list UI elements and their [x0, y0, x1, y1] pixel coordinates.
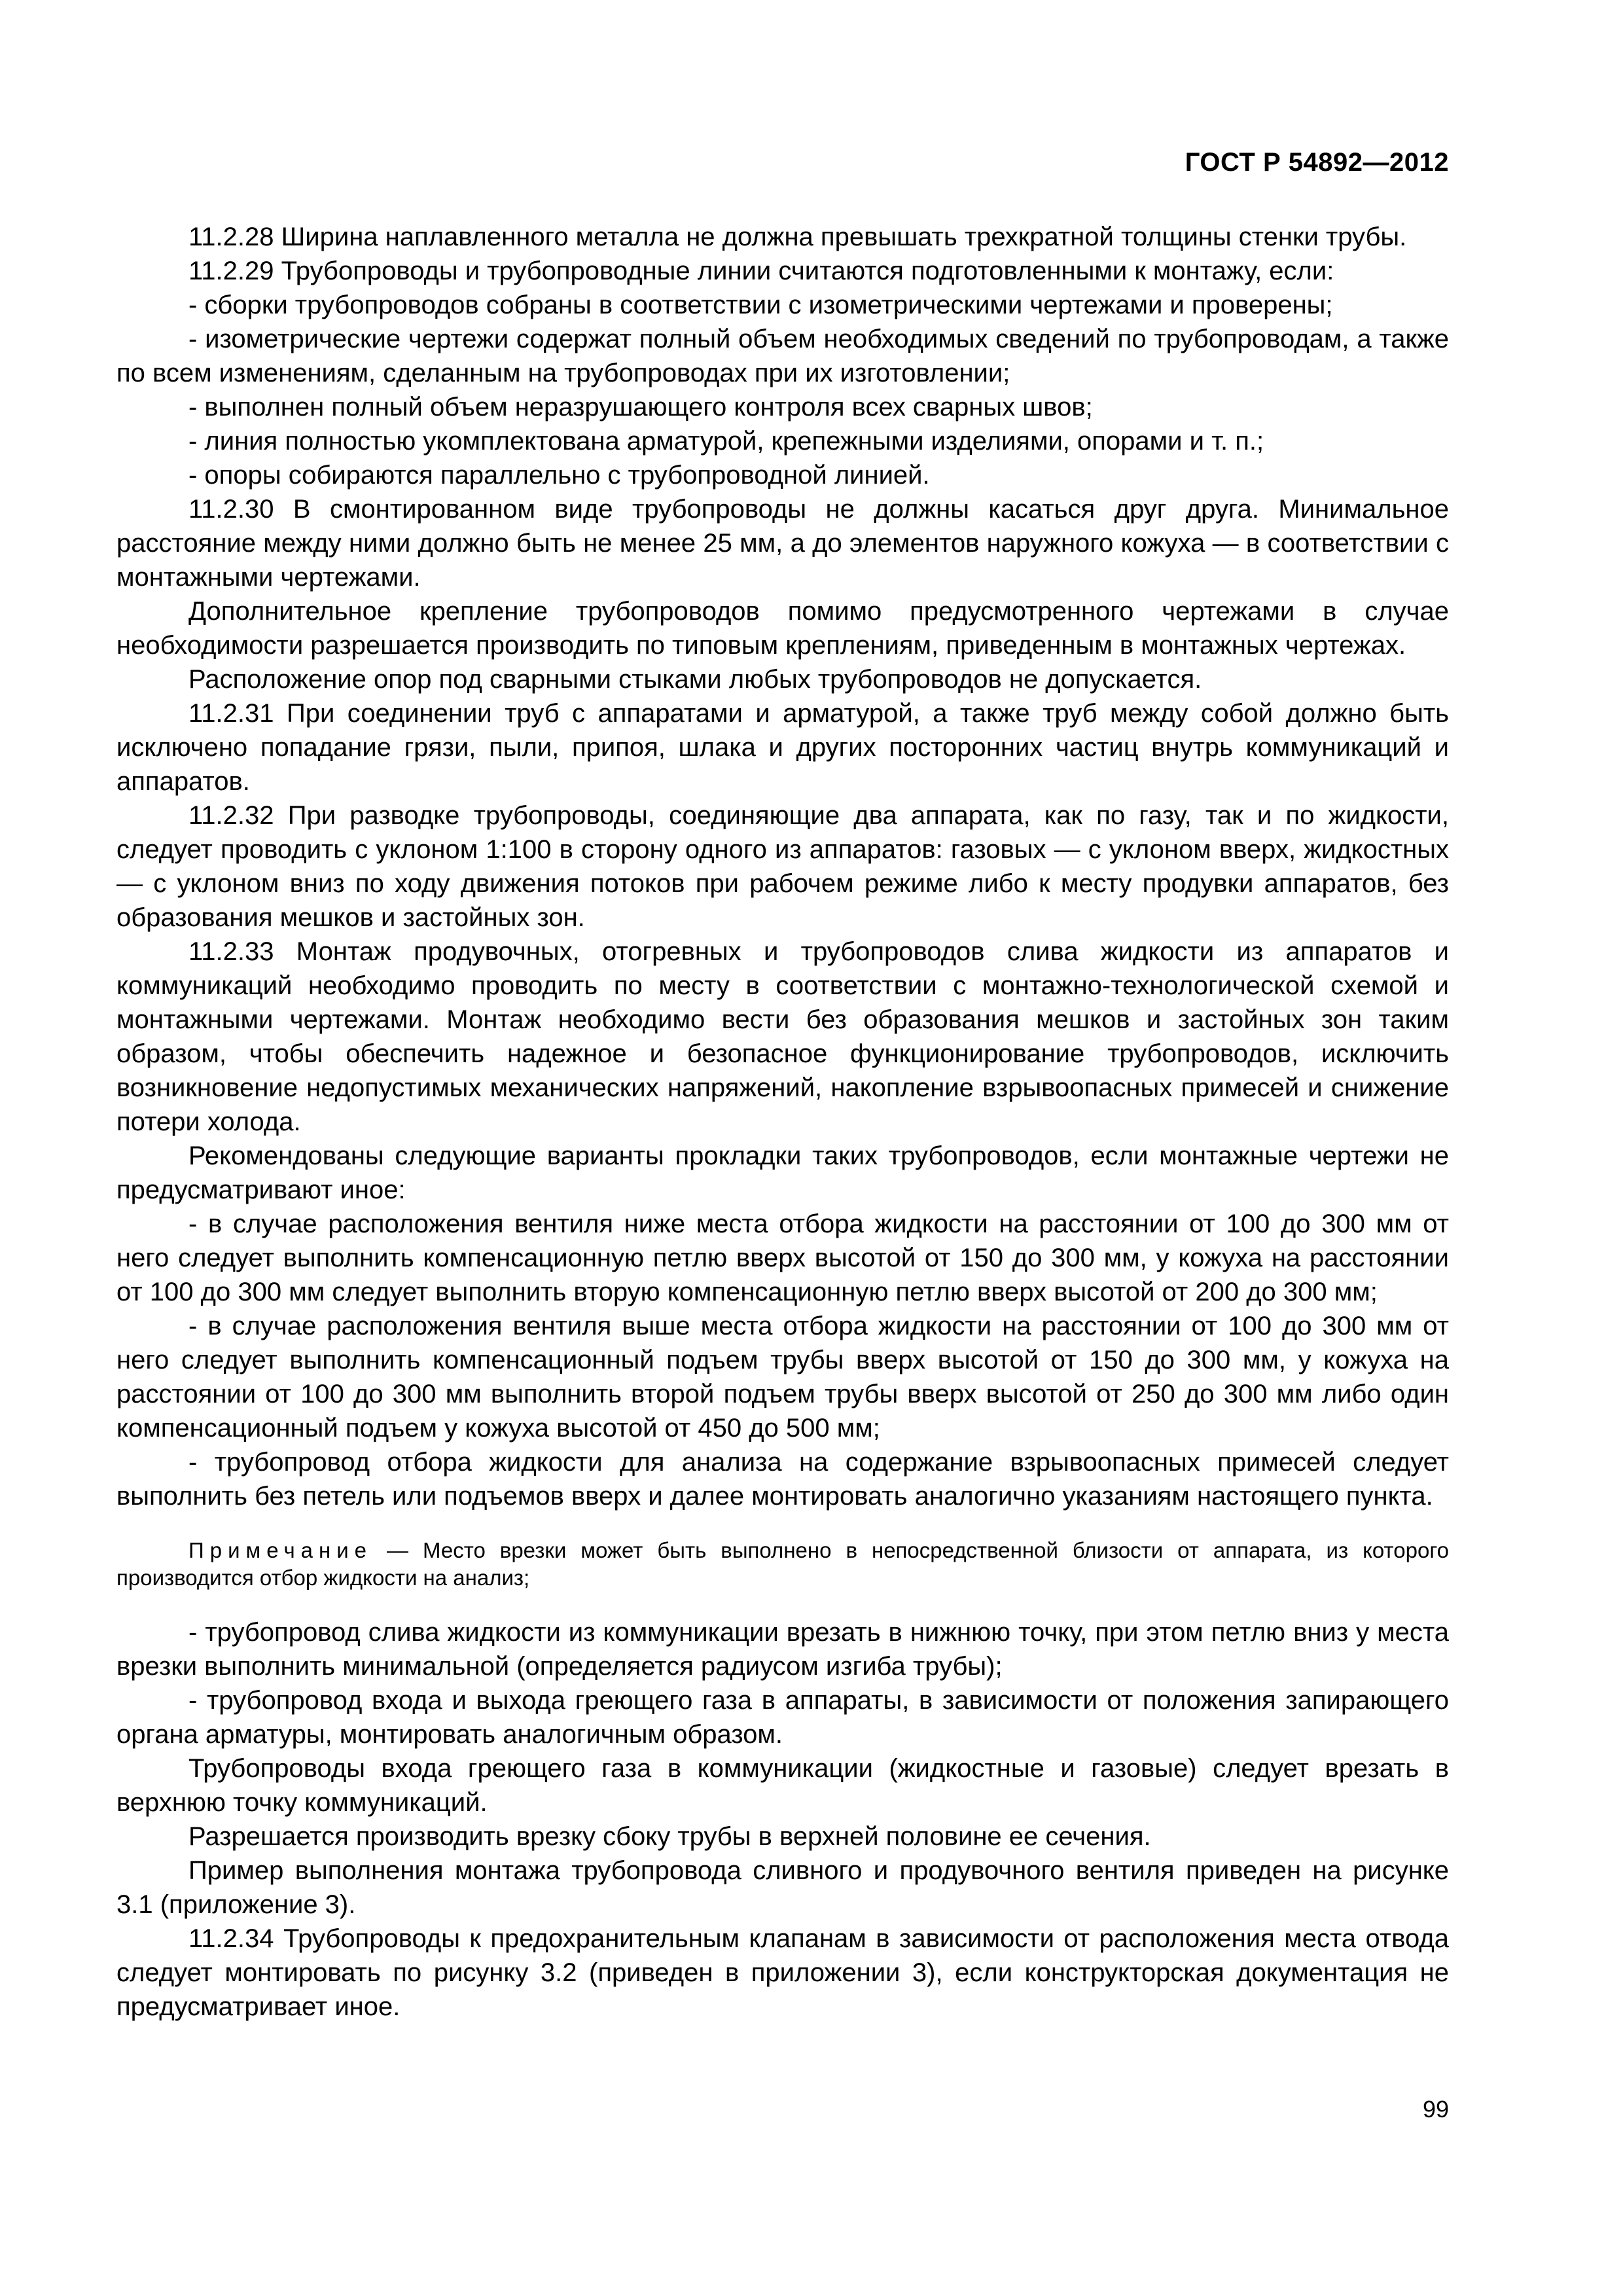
- paragraph: Рекомендованы следующие варианты прокладки таких трубопроводов, если монтажные чертежи не предусматривают иное:: [116, 1141, 1449, 1204]
- clause-11-2-33: 11.2.33 Монтаж продувочных, отогревных и трубопроводов слива жидкости из аппаратов и коммуникаций необходимо проводить по месту в соответствии с монтажно-технологической схемой и монтажными чертежами. Монтаж необходимо вести без образования мешков и застойных зон таким образом, чтобы обеспечить надежное и безопасное функционирование трубопроводов, исключить возникновение недопустимых механических напряжений, накопление взрывоопасных примесей и снижение потери холода.: [116, 937, 1449, 1136]
- list-item: - в случае расположения вентиля выше места отбора жидкости на расстоянии от 100 до 300 мм от него следует выполнить компенсационный подъем трубы вверх высотой от 150 до 300 мм, у кожуха на расстоянии от 100 до 300 мм выполнить второй подъем трубы вверх высотой от 250 до 300 мм либо один компенсационный подъем у кожуха высотой от 450 до 500 мм;: [116, 1312, 1449, 1443]
- clause-11-2-28: 11.2.28 Ширина наплавленного металла не должна превышать трехкратной толщины стенки трубы.: [188, 223, 1407, 251]
- list-item: - выполнен полный объем неразрушающего контроля всех сварных швов;: [188, 393, 1093, 422]
- list-item: - линия полностью укомплектована арматурой, крепежными изделиями, опорами и т. п.;: [188, 427, 1264, 456]
- page-body: [116, 220, 1449, 2024]
- note-label: Примечание: [188, 1538, 373, 1562]
- list-item: - опоры собираются параллельно с трубопроводной линией.: [188, 461, 930, 490]
- clause-11-2-30: 11.2.30 В смонтированном виде трубопроводы не должны касаться друг друга. Минимальное расстояние между ними должно быть не менее 25 мм, а до элементов наружного кожуха — в соответствии с монтажными чертежами.: [116, 495, 1449, 592]
- paragraph: Разрешается производить врезку сбоку трубы в верхней половине ее сечения.: [188, 1822, 1151, 1851]
- clause-11-2-31: 11.2.31 При соединении труб с аппаратами и арматурой, а также труб между собой должно быть исключено попадание грязи, пыли, припоя, шлака и других посторонних частиц внутрь коммуникаций и аппаратов.: [116, 699, 1449, 796]
- clause-11-2-32: 11.2.32 При разводке трубопроводы, соединяющие два аппарата, как по газу, так и по жидкости, следует проводить с уклоном 1:100 в сторону одного из аппаратов: газовых — с уклоном вверх, жидкостных — с уклоном вниз по ходу движения потоков при рабочем режиме либо к месту продувки аппаратов, без образования мешков и застойных зон.: [116, 801, 1449, 932]
- list-item: - в случае расположения вентиля ниже места отбора жидкости на расстоянии от 100 до 300 мм от него следует выполнить компенсационную петлю вверх высотой от 150 до 300 мм, у кожуха на расстоянии от 100 до 300 мм следует выполнить вторую компенсационную петлю вверх высотой от 200 до 300 мм;: [116, 1210, 1449, 1306]
- document-header: ГОСТ Р 54892—2012: [1185, 148, 1449, 177]
- page-number: 99: [1422, 2096, 1449, 2123]
- paragraph: Дополнительное крепление трубопроводов помимо предусмотренного чертежами в случае необходимости разрешается производить по типовым креплениям, приведенным в монтажных чертежах.: [116, 597, 1449, 660]
- list-item: - сборки трубопроводов собраны в соответствии с изометрическими чертежами и проверены;: [188, 291, 1333, 319]
- clause-11-2-29: 11.2.29 Трубопроводы и трубопроводные линии считаются подготовленными к монтажу, если:: [188, 257, 1334, 285]
- paragraph: Пример выполнения монтажа трубопровода сливного и продувочного вентиля приведен на рисунке 3.1 (приложение 3).: [116, 1856, 1449, 1919]
- note: [116, 1537, 1449, 1592]
- clause-11-2-34: 11.2.34 Трубопроводы к предохранительным клапанам в зависимости от расположения места отвода следует монтировать по рисунку 3.2 (приведен в приложении 3), если конструкторская документация не предусматривает иное.: [116, 1924, 1449, 2021]
- list-item: - трубопровод слива жидкости из коммуникации врезать в нижнюю точку, при этом петлю вниз у места врезки выполнить минимальной (определяется радиусом изгиба трубы);: [116, 1618, 1449, 1681]
- list-item: - трубопровод входа и выхода греющего газа в аппараты, в зависимости от положения запирающего органа арматуры, монтировать аналогичным образом.: [116, 1686, 1449, 1749]
- list-item: - трубопровод отбора жидкости для анализа на содержание взрывоопасных примесей следует выполнить без петель или подъемов вверх и далее монтировать аналогично указаниям настоящего пункта.: [116, 1448, 1449, 1511]
- paragraph: Расположение опор под сварными стыками любых трубопроводов не допускается.: [188, 665, 1202, 694]
- note-text: — Место врезки может быть выполнено в непосредственной близости от аппарата, из которого производится отбор жидкости на анализ;: [116, 1538, 1449, 1590]
- paragraph: Трубопроводы входа греющего газа в коммуникации (жидкостные и газовые) следует врезать в верхнюю точку коммуникаций.: [116, 1754, 1449, 1817]
- list-item: - изометрические чертежи содержат полный объем необходимых сведений по трубопроводам, а также по всем изменениям, сделанным на трубопроводах при их изготовлении;: [116, 325, 1449, 387]
